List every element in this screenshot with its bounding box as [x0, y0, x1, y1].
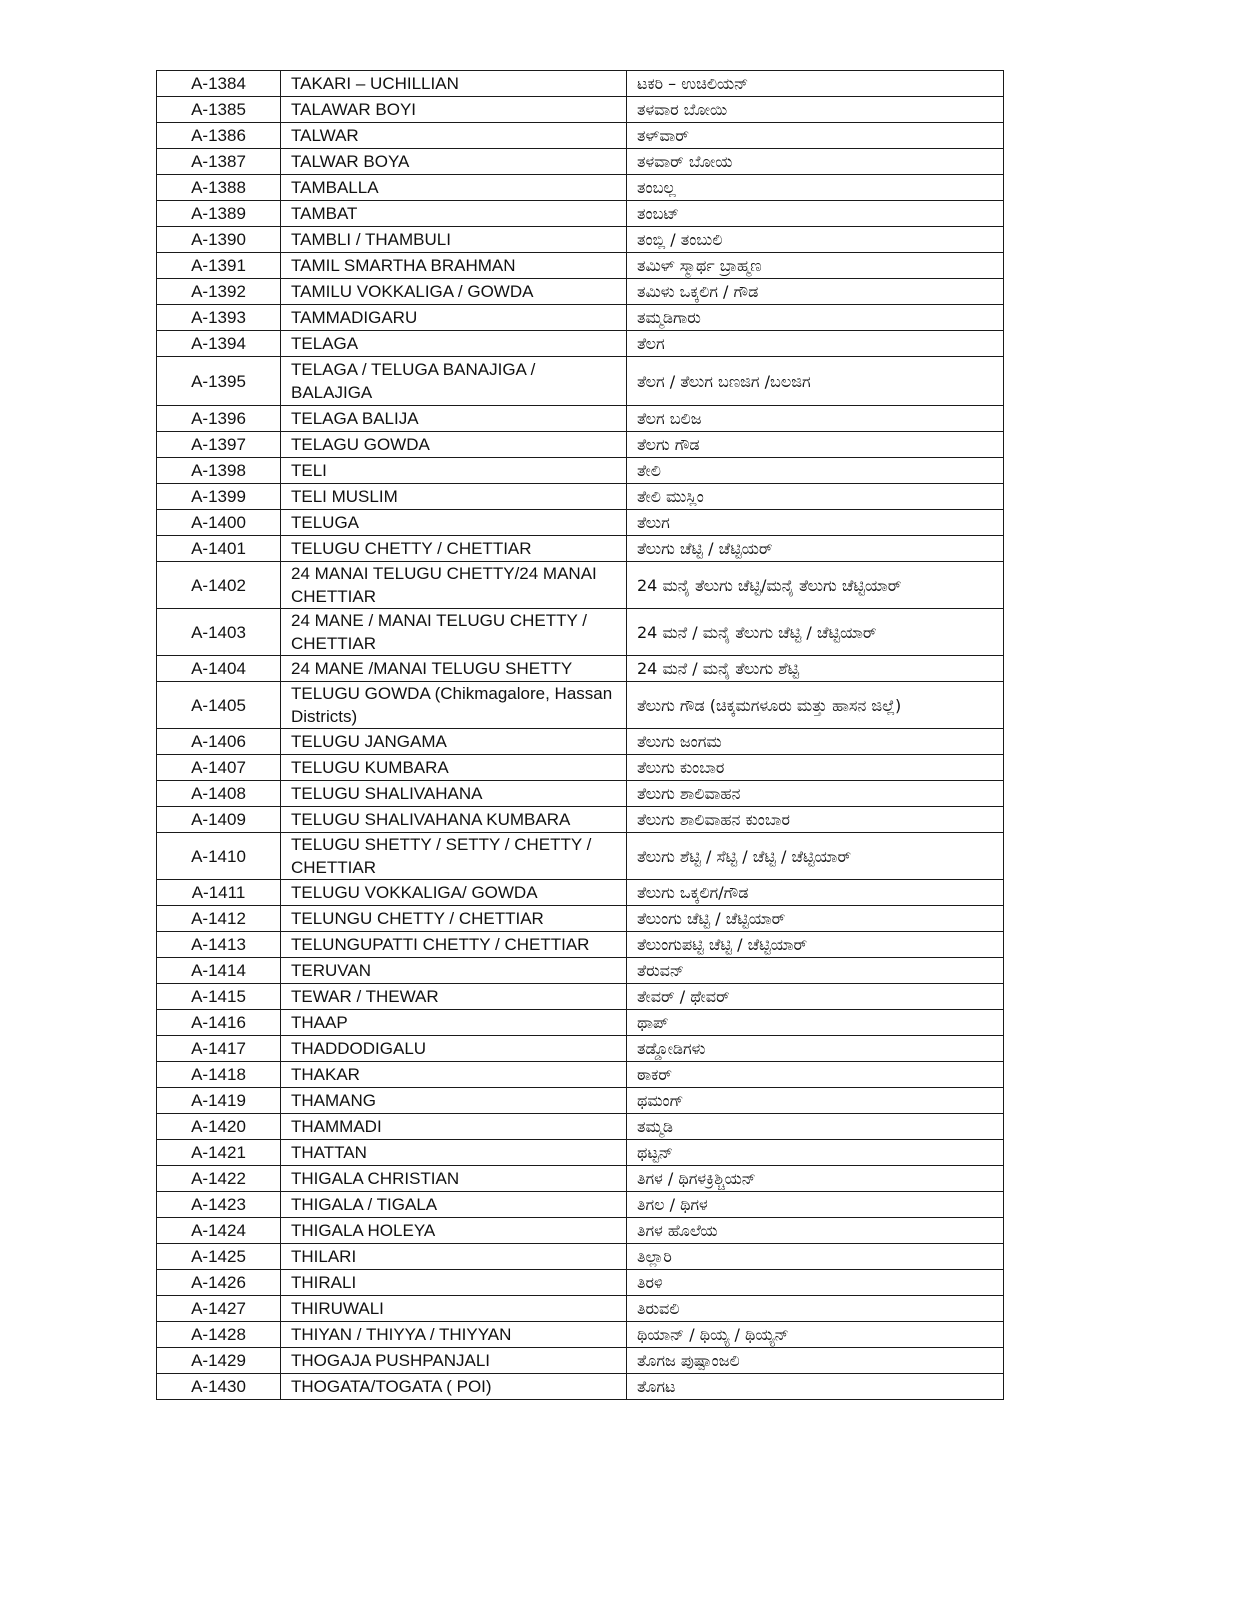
row-english-name: TELUGU SHETTY / SETTY / CHETTY / CHETTIAR	[281, 833, 627, 880]
row-kannada-name: ತಿಗಲ / ಥಿಗಳ	[627, 1192, 1004, 1218]
row-english-name: TELAGA BALIJA	[281, 406, 627, 432]
row-code: A-1397	[157, 432, 281, 458]
table-row	[157, 1374, 1004, 1400]
row-kannada-name: ತಡ್ಡೋಡಿಗಳು	[627, 1036, 1004, 1062]
row-kannada-name: ತೆಲುಗು ಶಾಲಿವಾಹನ	[627, 781, 1004, 807]
row-code: A-1421	[157, 1140, 281, 1166]
table-row	[157, 984, 1004, 1010]
row-code: A-1427	[157, 1296, 281, 1322]
row-code: A-1422	[157, 1166, 281, 1192]
row-code: A-1402	[157, 562, 281, 609]
row-english-name: 24 MANE /MANAI TELUGU SHETTY	[281, 656, 627, 682]
row-kannada-name: ತಳವಾರ ಬೋಯಿ	[627, 97, 1004, 123]
row-kannada-name: ತೆಲುಗು ಒಕ್ಕಲಿಗ/ಗೌಡ	[627, 880, 1004, 906]
row-kannada-name: ತೆಲುಗ	[627, 510, 1004, 536]
row-code: A-1398	[157, 458, 281, 484]
table-row	[157, 682, 1004, 729]
row-english-name: TELUNGUPATTI CHETTY / CHETTIAR	[281, 932, 627, 958]
row-kannada-name: ಟಕರಿ – ಉಚಿಲಿಯನ್	[627, 71, 1004, 97]
row-kannada-name: ತೊಗಟ	[627, 1374, 1004, 1400]
table-row	[157, 1192, 1004, 1218]
row-kannada-name: ತೆಲಗ	[627, 331, 1004, 357]
row-kannada-name: ತೆಲುಂಗು ಚೆಟ್ಟಿ / ಚೆಟ್ಟಿಯಾರ್	[627, 906, 1004, 932]
table-row	[157, 880, 1004, 906]
table-row	[157, 609, 1004, 656]
row-code: A-1406	[157, 729, 281, 755]
row-kannada-name: ತೆಲುಗು ಶೆಟ್ಟಿ / ಸೆಟ್ಟಿ / ಚೆಟ್ಟಿ / ಚೆಟ್ಟಿಯಾರ್	[627, 833, 1004, 880]
row-english-name: 24 MANAI TELUGU CHETTY/24 MANAI CHETTIAR	[281, 562, 627, 609]
row-code: A-1418	[157, 1062, 281, 1088]
table-row	[157, 833, 1004, 880]
row-code: A-1390	[157, 227, 281, 253]
table-row	[157, 406, 1004, 432]
row-english-name: THIGALA CHRISTIAN	[281, 1166, 627, 1192]
row-kannada-name: ತಂಬಲ್ಲ	[627, 175, 1004, 201]
row-english-name: THADDODIGALU	[281, 1036, 627, 1062]
row-english-name: TELUGU GOWDA (Chikmagalore, Hassan Districts)	[281, 682, 627, 729]
row-kannada-name: ತಳ್‌ವಾರ್	[627, 123, 1004, 149]
table-row	[157, 1114, 1004, 1140]
table-row	[157, 656, 1004, 682]
row-code: A-1387	[157, 149, 281, 175]
row-english-name: TELUGU KUMBARA	[281, 755, 627, 781]
row-code: A-1386	[157, 123, 281, 149]
row-code: A-1414	[157, 958, 281, 984]
table-row	[157, 1036, 1004, 1062]
row-kannada-name: ತೆಲುಗು ಚೆಟ್ಟಿ / ಚೆಟ್ಟಿಯರ್	[627, 536, 1004, 562]
row-english-name: TAMBAT	[281, 201, 627, 227]
table-row	[157, 1010, 1004, 1036]
row-code: A-1405	[157, 682, 281, 729]
row-kannada-name: ತಿರಳಿ	[627, 1270, 1004, 1296]
row-english-name: THAMMADI	[281, 1114, 627, 1140]
row-kannada-name: ತಿಗಳ ಹೊಲೆಯ	[627, 1218, 1004, 1244]
table-row	[157, 906, 1004, 932]
row-code: A-1400	[157, 510, 281, 536]
row-code: A-1430	[157, 1374, 281, 1400]
table-row	[157, 1166, 1004, 1192]
row-english-name: TELI	[281, 458, 627, 484]
row-kannada-name: ತೇಲಿ ಮುಸ್ಲಿಂ	[627, 484, 1004, 510]
table-row	[157, 932, 1004, 958]
row-kannada-name: ಥಮಂಗ್	[627, 1088, 1004, 1114]
row-kannada-name: ತೆಲಗ ಬಲಿಜ	[627, 406, 1004, 432]
row-kannada-name: ತೇಲಿ	[627, 458, 1004, 484]
table-row	[157, 510, 1004, 536]
row-english-name: THIRUWALI	[281, 1296, 627, 1322]
row-code: A-1407	[157, 755, 281, 781]
table-row	[157, 1348, 1004, 1374]
row-kannada-name: ತಮಿಳು ಒಕ್ಕಲಿಗ / ಗೌಡ	[627, 279, 1004, 305]
row-code: A-1393	[157, 305, 281, 331]
row-kannada-name: ತೆಲಗು ಗೌಡ	[627, 432, 1004, 458]
row-code: A-1419	[157, 1088, 281, 1114]
table-row	[157, 755, 1004, 781]
table-row	[157, 781, 1004, 807]
row-english-name: THIYAN / THIYYA / THIYYAN	[281, 1322, 627, 1348]
row-english-name: THILARI	[281, 1244, 627, 1270]
table-row	[157, 175, 1004, 201]
row-kannada-name: ಥಟ್ಟನ್	[627, 1140, 1004, 1166]
table-row	[157, 432, 1004, 458]
row-english-name: TELAGA	[281, 331, 627, 357]
table-row	[157, 1296, 1004, 1322]
table-row	[157, 357, 1004, 406]
table-row	[157, 1244, 1004, 1270]
row-kannada-name: ತಮಿಳ್ ಸ್ಮಾರ್ಥ ಬ್ರಾಹ್ಮಣ	[627, 253, 1004, 279]
row-english-name: TELUGA	[281, 510, 627, 536]
table-row	[157, 201, 1004, 227]
row-kannada-name: ತೆಲುಗು ಶಾಲಿವಾಹನ ಕುಂಬಾರ	[627, 807, 1004, 833]
row-kannada-name: ತೊಗಜ ಪುಷ್ಪಾಂಜಲಿ	[627, 1348, 1004, 1374]
table-body	[157, 71, 1004, 1400]
row-kannada-name: ತಿಗಳ / ಥಿಗಳಕ್ರಿಶ್ಚಿಯನ್	[627, 1166, 1004, 1192]
row-kannada-name: ತಳವಾರ್ ಬೋಯ	[627, 149, 1004, 175]
row-code: A-1408	[157, 781, 281, 807]
row-english-name: TAKARI – UCHILLIAN	[281, 71, 627, 97]
row-code: A-1428	[157, 1322, 281, 1348]
row-english-name: THIRALI	[281, 1270, 627, 1296]
row-kannada-name: 24 ಮನೆ / ಮನೈ ತೆಲುಗು ಚೆಟ್ಟಿ / ಚೆಟ್ಟಿಯಾರ್	[627, 609, 1004, 656]
row-kannada-name: ತೆಲುಗು ಕುಂಬಾರ	[627, 755, 1004, 781]
row-code: A-1401	[157, 536, 281, 562]
table-row	[157, 305, 1004, 331]
row-english-name: TELUNGU CHETTY / CHETTIAR	[281, 906, 627, 932]
row-english-name: TAMILU VOKKALIGA / GOWDA	[281, 279, 627, 305]
row-english-name: THIGALA HOLEYA	[281, 1218, 627, 1244]
table-row	[157, 71, 1004, 97]
row-english-name: THAKAR	[281, 1062, 627, 1088]
row-english-name: TAMMADIGARU	[281, 305, 627, 331]
table-row	[157, 149, 1004, 175]
row-code: A-1392	[157, 279, 281, 305]
row-code: A-1410	[157, 833, 281, 880]
row-kannada-name: ಠಾಕರ್	[627, 1062, 1004, 1088]
row-english-name: THOGATA/TOGATA ( POI)	[281, 1374, 627, 1400]
table-row	[157, 1088, 1004, 1114]
row-english-name: TELUGU VOKKALIGA/ GOWDA	[281, 880, 627, 906]
table-row	[157, 279, 1004, 305]
table-row	[157, 1062, 1004, 1088]
row-code: A-1426	[157, 1270, 281, 1296]
row-kannada-name: ತಮ್ಮಡಿಗಾರು	[627, 305, 1004, 331]
row-kannada-name: ತಂಬ್ಲಿ / ತಂಬುಲಿ	[627, 227, 1004, 253]
row-kannada-name: 24 ಮನೆ / ಮನೈ ತೆಲುಗು ಶೆಟ್ಟಿ	[627, 656, 1004, 682]
table-row	[157, 484, 1004, 510]
table-row	[157, 1270, 1004, 1296]
row-code: A-1412	[157, 906, 281, 932]
row-kannada-name: ತಿಲ್ಲಾರಿ	[627, 1244, 1004, 1270]
row-english-name: TELUGU SHALIVAHANA KUMBARA	[281, 807, 627, 833]
row-kannada-name: ತೇವರ್ / ಥೇವರ್	[627, 984, 1004, 1010]
row-english-name: THIGALA / TIGALA	[281, 1192, 627, 1218]
row-english-name: TALAWAR BOYI	[281, 97, 627, 123]
table-row	[157, 1322, 1004, 1348]
caste-list-table	[156, 70, 1004, 1400]
row-kannada-name: ತೆರುವನ್	[627, 958, 1004, 984]
row-code: A-1403	[157, 609, 281, 656]
row-english-name: TAMBLI / THAMBULI	[281, 227, 627, 253]
row-english-name: TALWAR	[281, 123, 627, 149]
table-row	[157, 227, 1004, 253]
row-english-name: TELAGA / TELUGA BANAJIGA / BALAJIGA	[281, 357, 627, 406]
table-row	[157, 331, 1004, 357]
row-code: A-1424	[157, 1218, 281, 1244]
row-code: A-1415	[157, 984, 281, 1010]
row-english-name: TELUGU SHALIVAHANA	[281, 781, 627, 807]
row-english-name: TELUGU CHETTY / CHETTIAR	[281, 536, 627, 562]
row-kannada-name: ತೆಲುಗು ಗೌಡ (ಚಿಕ್ಕಮಗಳೂರು ಮತ್ತು ಹಾಸನ ಜಿಲ್ಲೆ)	[627, 682, 1004, 729]
table-row	[157, 97, 1004, 123]
row-kannada-name: 24 ಮನೈ ತೆಲುಗು ಚೆಟ್ಟಿ/ಮನೈ ತೆಲುಗು ಚೆಟ್ಟಿಯಾರ್	[627, 562, 1004, 609]
row-kannada-name: ಥಾಪ್	[627, 1010, 1004, 1036]
table-row	[157, 562, 1004, 609]
row-english-name: TELI MUSLIM	[281, 484, 627, 510]
row-code: A-1391	[157, 253, 281, 279]
row-code: A-1423	[157, 1192, 281, 1218]
row-english-name: TALWAR BOYA	[281, 149, 627, 175]
table-row	[157, 1218, 1004, 1244]
row-kannada-name: ತೆಲುಂಗುಪಟ್ಟಿ ಚೆಟ್ಟಿ / ಚೆಟ್ಟಿಯಾರ್	[627, 932, 1004, 958]
row-code: A-1396	[157, 406, 281, 432]
row-english-name: THAAP	[281, 1010, 627, 1036]
row-code: A-1411	[157, 880, 281, 906]
row-code: A-1399	[157, 484, 281, 510]
row-code: A-1395	[157, 357, 281, 406]
table-row	[157, 729, 1004, 755]
row-code: A-1409	[157, 807, 281, 833]
table-row	[157, 1140, 1004, 1166]
table-row	[157, 253, 1004, 279]
row-code: A-1413	[157, 932, 281, 958]
row-kannada-name: ತಮ್ಮಡಿ	[627, 1114, 1004, 1140]
row-kannada-name: ತಂಬಟ್	[627, 201, 1004, 227]
row-code: A-1429	[157, 1348, 281, 1374]
row-kannada-name: ತಿರುವಲಿ	[627, 1296, 1004, 1322]
row-code: A-1420	[157, 1114, 281, 1140]
row-code: A-1394	[157, 331, 281, 357]
row-code: A-1425	[157, 1244, 281, 1270]
row-code: A-1389	[157, 201, 281, 227]
table-row	[157, 123, 1004, 149]
row-kannada-name: ತೆಲಗ / ತೆಲುಗ ಬಣಜಿಗ /ಬಲಜಿಗ	[627, 357, 1004, 406]
row-code: A-1404	[157, 656, 281, 682]
row-kannada-name: ತೆಲುಗು ಜಂಗಮ	[627, 729, 1004, 755]
row-english-name: THATTAN	[281, 1140, 627, 1166]
table-row	[157, 807, 1004, 833]
row-english-name: TAMBALLA	[281, 175, 627, 201]
row-code: A-1384	[157, 71, 281, 97]
row-code: A-1416	[157, 1010, 281, 1036]
row-code: A-1385	[157, 97, 281, 123]
row-english-name: 24 MANE / MANAI TELUGU CHETTY / CHETTIAR	[281, 609, 627, 656]
row-english-name: TAMIL SMARTHA BRAHMAN	[281, 253, 627, 279]
row-english-name: THAMANG	[281, 1088, 627, 1114]
row-code: A-1388	[157, 175, 281, 201]
row-english-name: THOGAJA PUSHPANJALI	[281, 1348, 627, 1374]
row-english-name: TERUVAN	[281, 958, 627, 984]
table-row	[157, 536, 1004, 562]
row-english-name: TELAGU GOWDA	[281, 432, 627, 458]
row-english-name: TEWAR / THEWAR	[281, 984, 627, 1010]
table-row	[157, 958, 1004, 984]
table-row	[157, 458, 1004, 484]
row-english-name: TELUGU JANGAMA	[281, 729, 627, 755]
row-kannada-name: ಥಿಯಾನ್ / ಥಿಯ್ಯ / ಥಿಯ್ಯನ್	[627, 1322, 1004, 1348]
row-code: A-1417	[157, 1036, 281, 1062]
